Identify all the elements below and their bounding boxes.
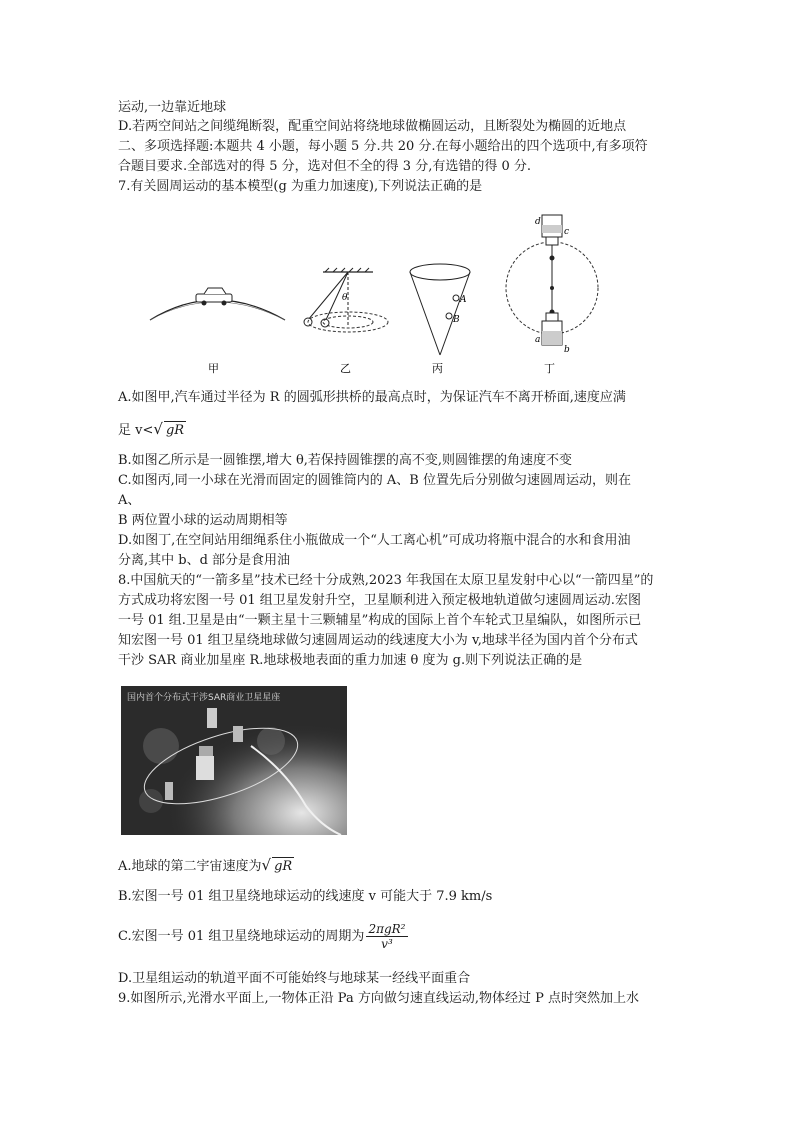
question-8-line2: 方式成功将宏图一号 01 组卫星发射升空，卫星顺利进入预定极地轨道做匀速圆周运动.宏图 — [118, 593, 641, 608]
q7-option-d-line1: D.如图丁,在空间站用细绳系住小瓶做成一个“人工离心机”可成功将瓶中混合的水和食用油 — [118, 533, 631, 548]
q8c-fraction — [366, 922, 407, 951]
question-8-line4: 知宏图一号 01 组卫星绕地球做匀速圆周运动的线速度大小为 v,地球半径为国内首个分布式 — [118, 633, 638, 648]
label-b: b — [564, 345, 570, 355]
q7-option-b: B.如图乙所示是一圆锥摆,增大 θ,若保持圆锥摆的高不变,则圆锥摆的角速度不变 — [118, 453, 573, 468]
q7a-sqrt: gR — [165, 423, 185, 438]
theta-label: θ — [342, 293, 348, 303]
q7a-prefix: 足 v< — [118, 423, 154, 438]
section-heading: 二、多项选择题:本题共 4 小题，每小题 5 分.共 20 分.在每小题给出的四个选项中,有多项符 — [118, 139, 648, 154]
question-8-line1: 8.中国航天的“一箭多星”技术已经十分成熟,2023 年我国在太原卫星发射中心以“一箭四星”的 — [118, 573, 654, 588]
line-2: D.若两空间站之间缆绳断裂，配重空间站将绕地球做椭圆运动，且断裂处为椭圆的近地点 — [118, 119, 627, 134]
figure-jia — [150, 288, 285, 320]
question-9: 9.如图所示,光滑水平面上,一物体正沿 Pa 方向做匀速直线运动,物体经过 P 点时突然加上水 — [118, 991, 639, 1006]
caption-ding: 丁 — [544, 362, 555, 375]
caption-yi: 乙 — [340, 362, 351, 375]
question-8-line3: 一号 01 组.卫星是由“一颗主星十三颗辅星”构成的国际上首个车轮式卫星编队，如图所示已 — [118, 613, 642, 628]
label-a: a — [535, 335, 541, 345]
q7-option-c-line3: B 两位置小球的运动周期相等 — [118, 513, 288, 528]
q7-option-d-line2: 分离,其中 b、d 部分是食用油 — [118, 553, 291, 568]
q7-option-c-line1: C.如图丙,同一小球在光滑而固定的圆锥筒内的 A、B 位置先后分别做匀速圆周运动，则在 — [118, 473, 631, 488]
q7-option-c-line2: A、 — [118, 493, 141, 508]
line-1: 运动,一边靠近地球 — [118, 100, 227, 115]
caption-jia: 甲 — [208, 362, 219, 375]
figure-7 — [140, 210, 620, 380]
label-c: c — [564, 227, 570, 237]
satellite-photo — [121, 686, 347, 835]
q8c-prefix: C.宏图一号 01 组卫星绕地球运动的周期为 — [118, 929, 365, 944]
q7-option-a-line1: A.如图甲,汽车通过半径为 R 的圆弧形拱桥的最高点时，为保证汽车不离开桥面,速度应满 — [118, 390, 626, 405]
question-7-stem: 7.有关圆周运动的基本模型(g 为重力加速度),下列说法正确的是 — [118, 179, 483, 194]
q8a-sqrt: gR — [274, 859, 293, 874]
q8c-numerator: 2πgR² — [368, 922, 406, 936]
q8-option-d: D.卫星组运动的轨道平面不可能始终与地球某一经线平面重合 — [118, 971, 471, 986]
figure-yi — [304, 268, 388, 332]
q8-option-b: B.宏图一号 01 组卫星绕地球运动的线速度 v 可能大于 7.9 km/s — [118, 889, 493, 904]
section-instructions: 合题目要求.全部选对的得 5 分，选对但不全的得 3 分,有选错的得 0 分. — [118, 159, 532, 174]
q8-option-a: A.地球的第二宇宙速度为√ gR — [118, 856, 293, 874]
q8a-prefix: A.地球的第二宇宙速度为 — [118, 859, 262, 874]
figure-ding — [506, 215, 598, 355]
label-B: B — [453, 315, 460, 325]
q7-option-a-line2: 足 v<√ gR — [118, 420, 185, 438]
label-A: A — [460, 295, 467, 305]
q8c-denominator: v³ — [381, 937, 393, 951]
question-8-line5: 干沙 SAR 商业加星座 R.地球极地表面的重力加速 θ 度为 g.则下列说法正确的是 — [118, 653, 583, 668]
figure-bing — [410, 264, 470, 355]
q8-option-c — [118, 922, 408, 951]
label-d: d — [535, 217, 541, 227]
caption-bing: 丙 — [432, 362, 443, 375]
